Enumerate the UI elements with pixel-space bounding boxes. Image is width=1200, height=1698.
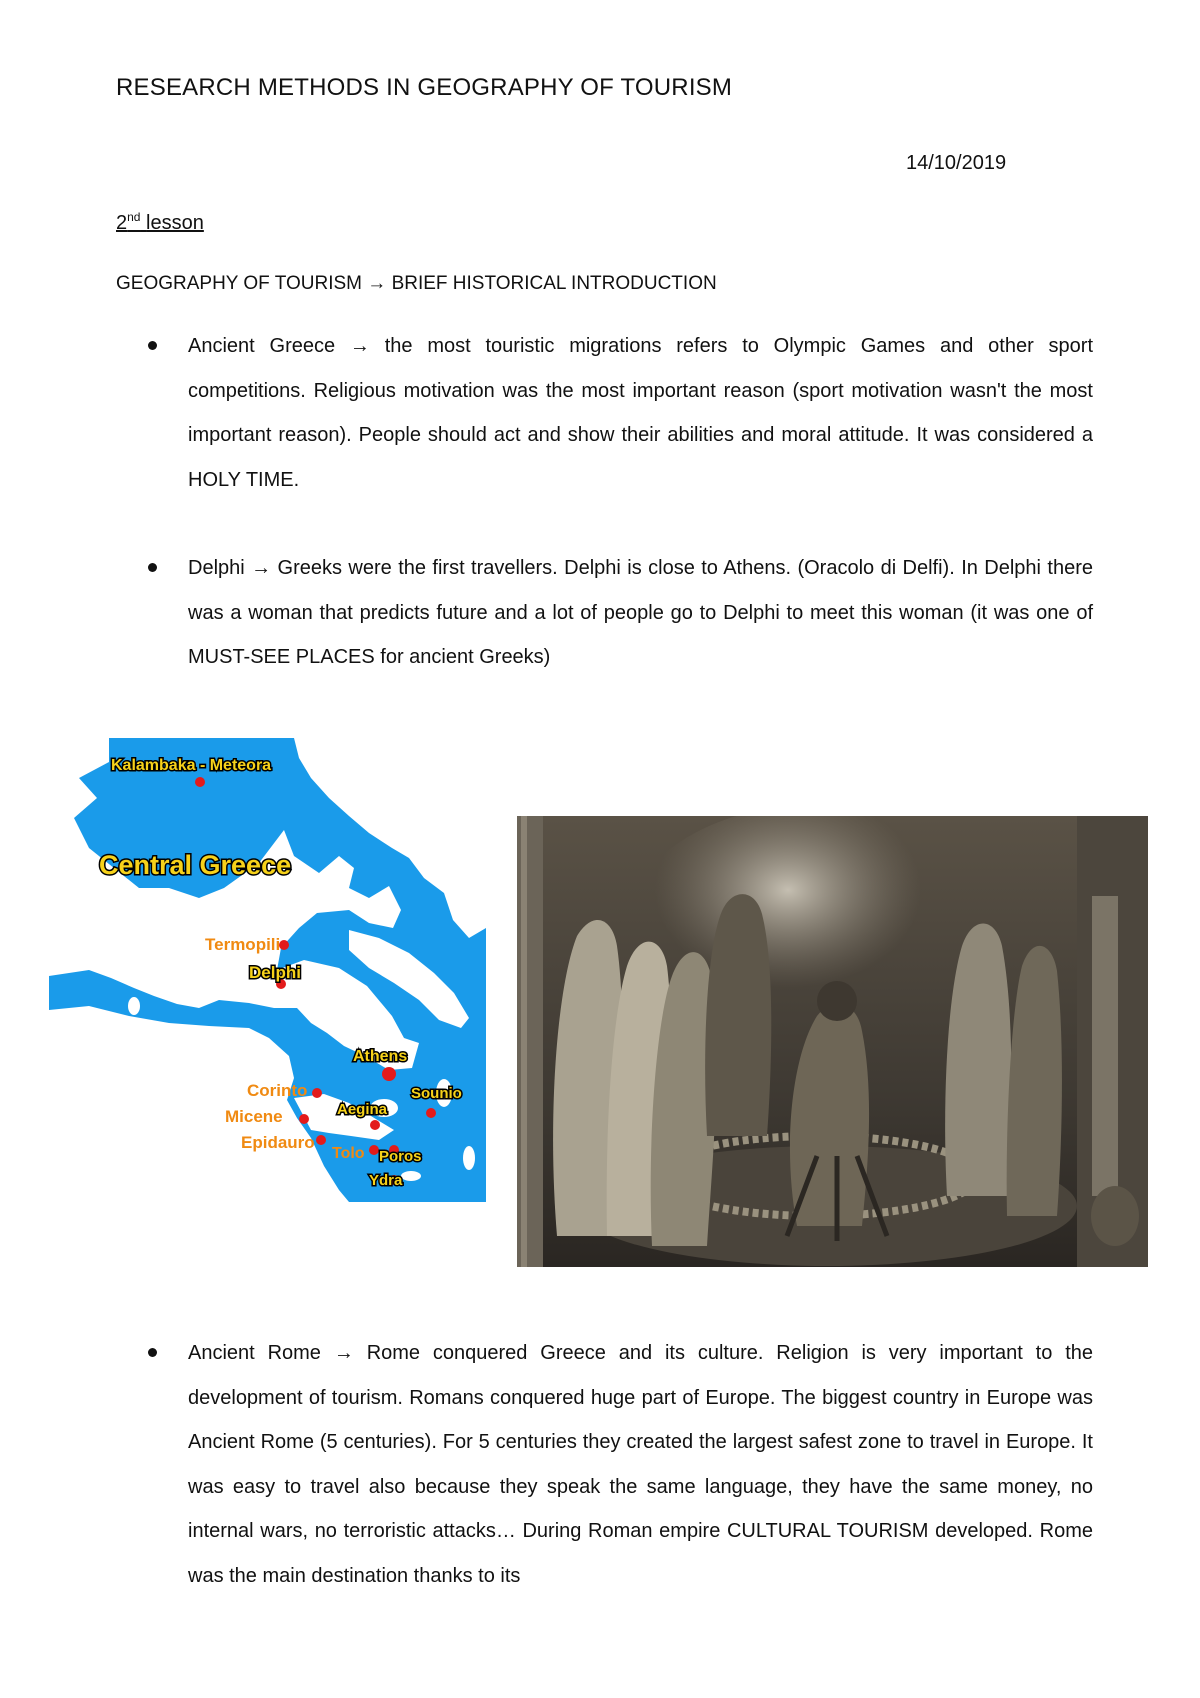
column-shape [517, 816, 543, 1267]
vessel-shape [1091, 1186, 1139, 1246]
map-marker [426, 1108, 436, 1118]
island-shape [463, 1146, 475, 1170]
bullet-text [188, 324, 1093, 502]
map-label: Epidauro [241, 1133, 315, 1152]
arrow-icon: → [251, 557, 272, 579]
bullet-text [188, 546, 1093, 680]
document-title: RESEARCH METHODS IN GEOGRAPHY OF TOURISM [116, 74, 733, 101]
map-label: Corinto [247, 1081, 308, 1100]
map-marker [382, 1067, 396, 1081]
map-label: Micene [225, 1107, 283, 1126]
arrow-icon: → [333, 1342, 354, 1364]
map-marker [195, 777, 205, 787]
lesson-heading [116, 210, 204, 235]
section-heading [116, 273, 717, 295]
map-marker [369, 1145, 379, 1155]
map-label: Poros [379, 1148, 422, 1165]
island-shape [401, 1171, 421, 1181]
bullet-head: Ancient Greece [188, 335, 336, 357]
bullet-item [148, 1331, 1093, 1598]
map-label: Sounio [411, 1085, 462, 1102]
map-region-label: Central Greece [99, 850, 292, 880]
bullet-icon [148, 341, 157, 350]
bullet-body: Rome conquered Greece and its culture. Religion is very important to the development of tourism. Romans conquered huge part of Europe. The biggest country in Europe was Ancient Rome (5 centuries). For 5 centuries they created the largest safest zone to travel in Europe. It was easy to travel also because they speak the same language, they have the same money, no internal wars, no terroristic attacks… During Roman empire CULTURAL TOURISM developed. Rome was the main destination thanks to its [188, 1342, 1093, 1587]
map-label: Aegina [337, 1101, 388, 1118]
bullet-item [148, 324, 1093, 502]
map-marker [316, 1135, 326, 1145]
lesson-number: 2 [116, 212, 128, 234]
lesson-word: lesson [146, 212, 204, 234]
map-label: Termopili [205, 935, 281, 954]
map-label: Ydra [369, 1172, 403, 1189]
map-label: Kalambaka - Meteora [111, 757, 272, 774]
oracle-of-delphi-image [517, 816, 1148, 1267]
island-shape [128, 997, 140, 1015]
island-shape [93, 1041, 121, 1085]
map-marker [299, 1114, 309, 1124]
section-heading-right: BRIEF HISTORICAL INTRODUCTION [391, 273, 717, 294]
section-heading-left: GEOGRAPHY OF TOURISM [116, 273, 362, 294]
bullet-head: Ancient Rome [188, 1342, 321, 1364]
map-label: Athens [353, 1048, 408, 1065]
bullet-icon [148, 1348, 157, 1357]
column-shape [1092, 896, 1118, 1196]
bullet-item [148, 546, 1093, 680]
bullet-body: the most touristic migrations refers to Olympic Games and other sport competitions. Religious motivation was the most important reason (sport motivation wasn't the most important reason). People should act and show their abilities and moral attitude. It was considered a HOLY TIME. [188, 335, 1094, 491]
lesson-ordinal: nd [127, 210, 141, 224]
map-marker [370, 1120, 380, 1130]
map-marker [279, 940, 289, 950]
arrow-icon: → [367, 273, 387, 294]
map-label: Tolo [332, 1145, 365, 1162]
map-marker [312, 1088, 322, 1098]
central-greece-map [49, 738, 486, 1202]
arrow-icon: → [349, 335, 370, 357]
lesson-date: 14/10/2019 [906, 152, 1007, 174]
bullet-body: Greeks were the first travellers. Delphi is close to Athens. (Oracolo di Delfi). In Delphi there was a woman that predicts future and a lot of people go to Delphi to meet this woman (it was one of MUST-SEE PLACES for ancient Greeks) [188, 557, 1093, 668]
bullet-icon [148, 563, 157, 572]
bullet-text [188, 1331, 1093, 1598]
map-label: Delphi [249, 963, 301, 982]
bullet-head: Delphi [188, 557, 245, 579]
